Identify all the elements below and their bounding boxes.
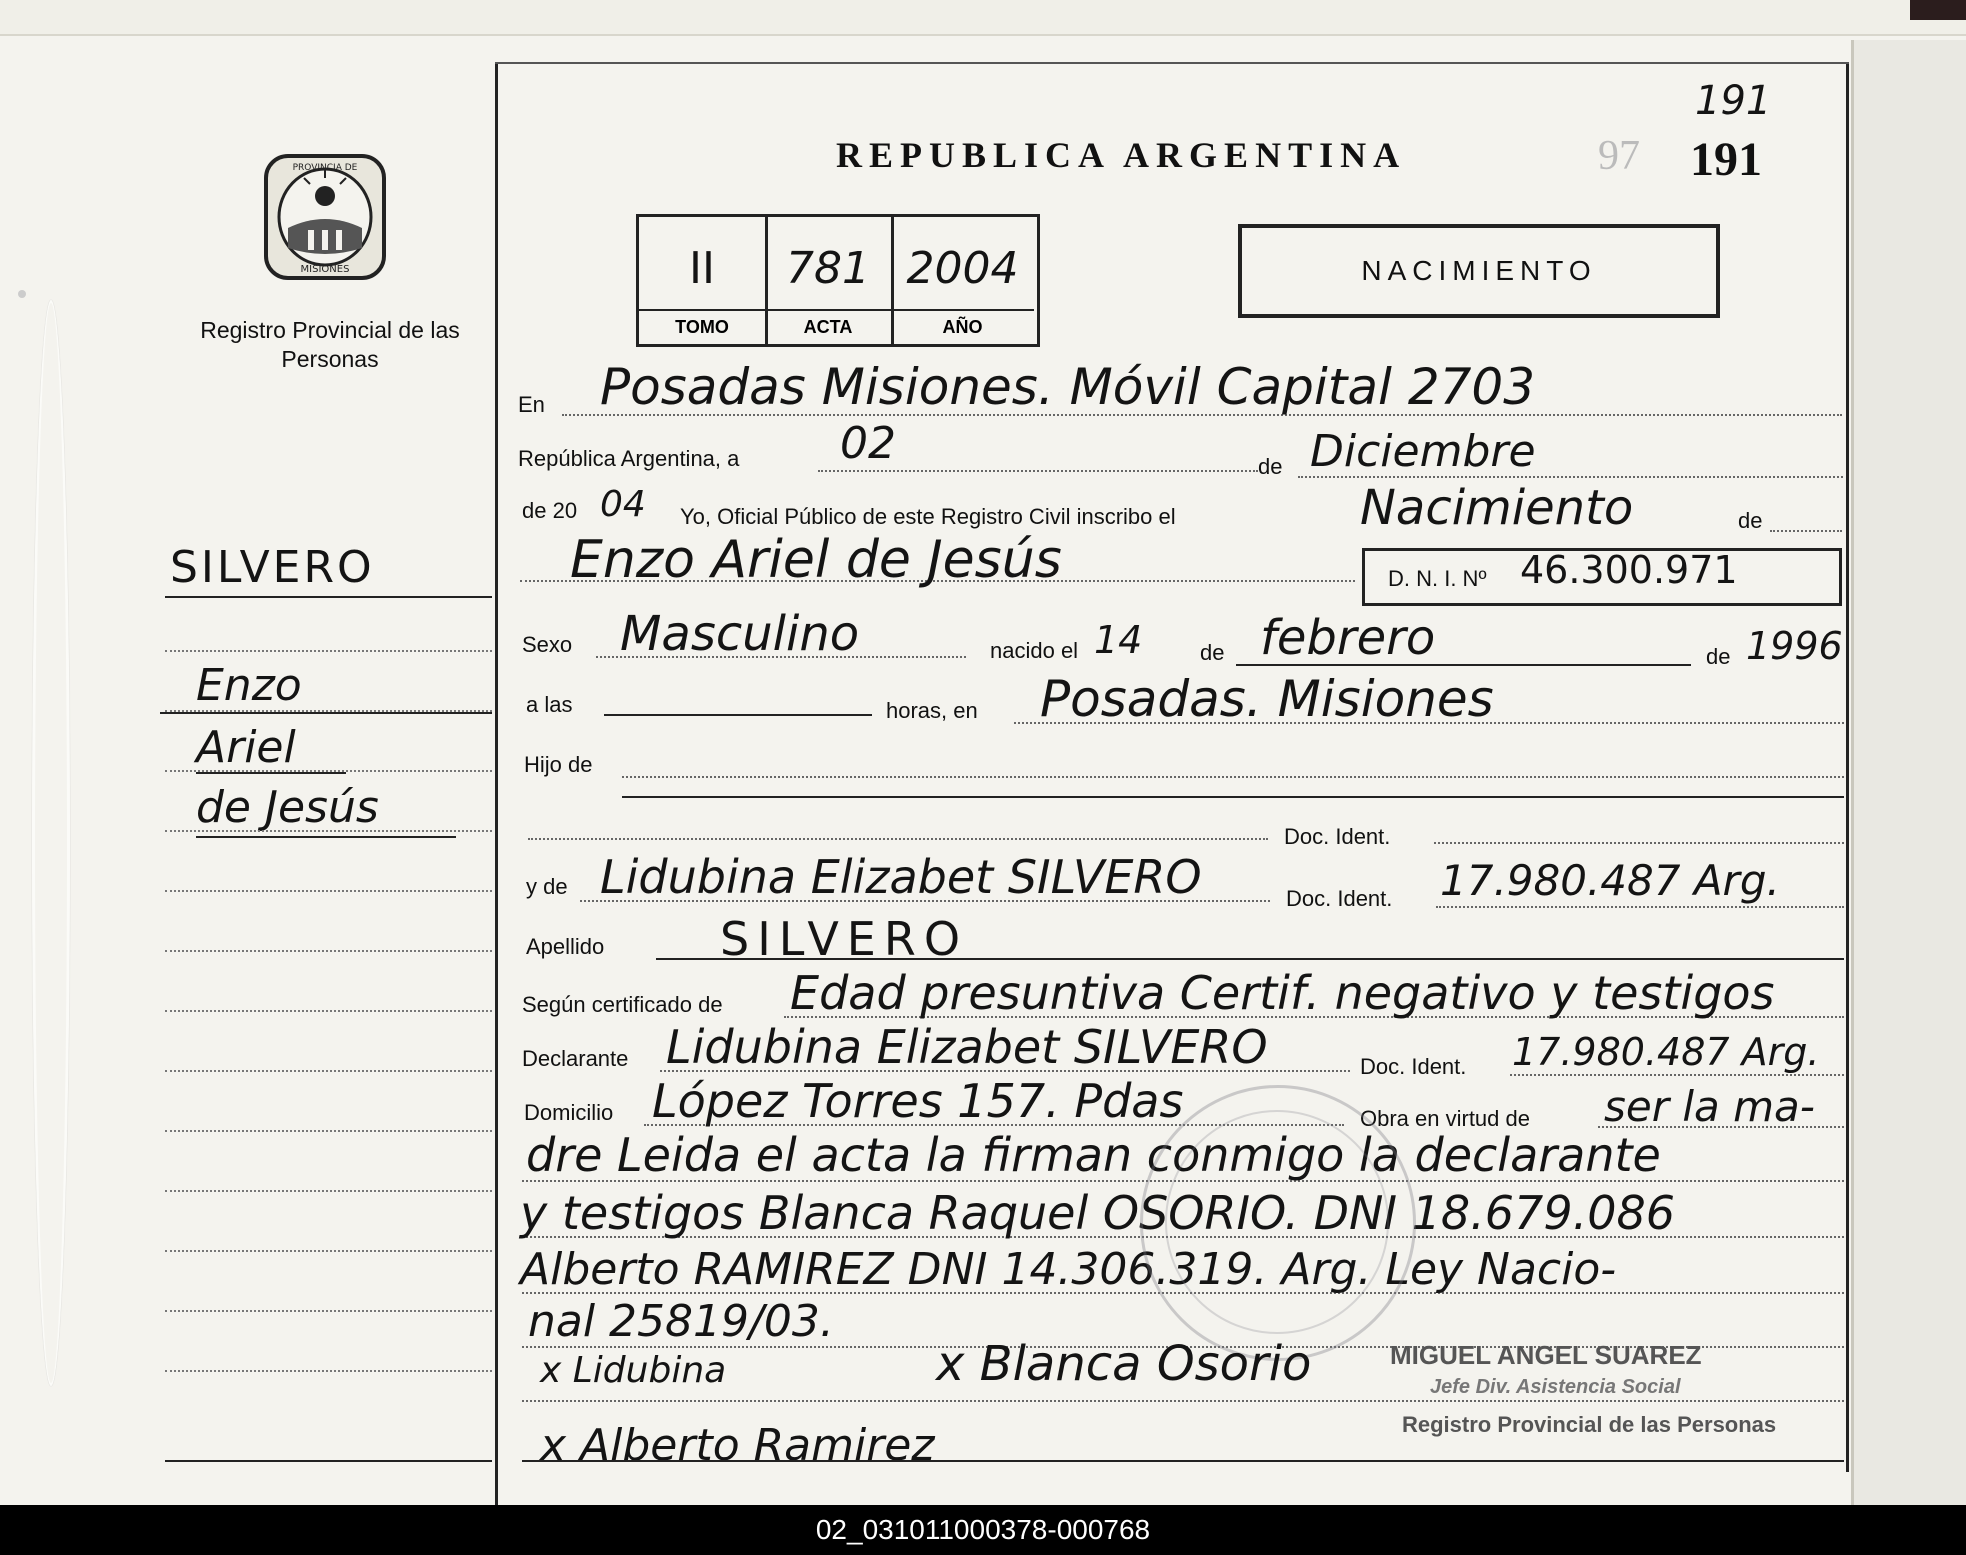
anio-value: 2004: [906, 243, 1019, 294]
official-role: Jefe Div. Asistencia Social: [1430, 1376, 1681, 1398]
sexo-label: Sexo: [522, 632, 573, 657]
registry-name: Registro Provincial de las Personas: [200, 317, 460, 372]
obra-line-5: nal 25819/03.: [528, 1296, 834, 1347]
stub-line: [165, 950, 492, 952]
line: [1434, 842, 1844, 844]
year-prefix-label: de 20: [522, 498, 578, 523]
birth-day: 14: [1094, 618, 1143, 662]
province-seal-icon: [258, 148, 392, 286]
horas-label: horas, en: [886, 698, 978, 723]
tomo-acta-anio-box: [636, 214, 1040, 347]
stub-bottom-rule: [165, 1460, 492, 1462]
de-label-4: de: [1706, 644, 1731, 669]
declarante-doc: 17.980.487 Arg.: [1512, 1030, 1820, 1074]
footer-code: 02_031011000378-000768: [0, 1505, 1966, 1555]
folio-handwritten: 191: [1695, 78, 1772, 124]
bottom-rule: [522, 1460, 1844, 1462]
dni-value: 46.300.971: [1520, 548, 1738, 592]
nacido-label: nacido el: [990, 638, 1079, 663]
year-suffix: 04: [600, 484, 646, 525]
stub-line: [165, 1010, 492, 1012]
stub-line: [165, 710, 492, 712]
domicilio-label: Domicilio: [524, 1100, 614, 1125]
de-label-2: de: [1738, 508, 1763, 533]
certificado-value: Edad presuntiva Certif. negativo y testigos: [790, 966, 1775, 1020]
act-name: Nacimiento: [1360, 480, 1634, 536]
obra-line-1: ser la ma-: [1604, 1082, 1815, 1131]
obra-line-3: y testigos Blanca Raquel OSORIO. DNI 18.679.086: [520, 1186, 1676, 1240]
act-type-box: NACIMIENTO: [1238, 224, 1720, 318]
stub-name-3: de Jesús: [196, 782, 379, 833]
mother-name: Lidubina Elizabet SILVERO: [600, 850, 1202, 904]
stub-line: [165, 650, 492, 652]
tomo-cell: [639, 217, 768, 344]
birth-year: 1996: [1746, 624, 1843, 668]
stub-line: [165, 1190, 492, 1192]
line: [1436, 906, 1844, 908]
line: [818, 470, 1258, 472]
signature-declarante: x Lidubina: [540, 1350, 727, 1391]
en-label: En: [518, 392, 545, 417]
day-value: 02: [840, 418, 896, 469]
official-stamp-inner: [1165, 1110, 1389, 1334]
acta-cell: [765, 217, 894, 344]
line: [1510, 1074, 1844, 1076]
apellido-value: SILVERO: [720, 912, 969, 966]
birth-month: febrero: [1260, 610, 1436, 666]
domicilio-value: López Torres 157. Pdas: [652, 1074, 1184, 1128]
stub-name-1: Enzo: [196, 660, 302, 711]
hijo-label: Hijo de: [524, 752, 593, 777]
mother-doc: 17.980.487 Arg.: [1440, 856, 1780, 905]
line: [604, 714, 872, 716]
corner-shadow: [1910, 0, 1966, 20]
obra-line-2: dre Leida el acta la firman conmigo la declarante: [526, 1128, 1661, 1182]
doc-ident-label: Doc. Ident.: [1284, 824, 1391, 849]
child-name: Enzo Ariel de Jesús: [570, 530, 1062, 590]
obra-label: Obra en virtud de: [1360, 1106, 1530, 1131]
a-las-label: a las: [526, 692, 573, 717]
right-border: [1846, 62, 1849, 1472]
stub-line: [165, 1250, 492, 1252]
line: [622, 776, 1844, 778]
dni-label: D. N. I. Nº: [1388, 566, 1487, 591]
top-border: [495, 62, 1849, 64]
stub-line: [165, 770, 492, 772]
binding-knot: [18, 290, 26, 298]
signature-witness-1: x Blanca Osorio: [936, 1336, 1312, 1392]
y-de-label: y de: [526, 874, 568, 899]
republica-label: República Argentina, a: [518, 446, 740, 471]
line: [528, 838, 1268, 840]
stub-rule: [160, 712, 492, 714]
stub-line: [165, 890, 492, 892]
page-edge: [1851, 40, 1966, 1505]
folio-number: 191: [1690, 133, 1762, 186]
stub-rule: [196, 772, 346, 774]
apellido-label: Apellido: [526, 934, 605, 959]
obra-line-4: Alberto RAMIREZ DNI 14.306.319. Arg. Ley Nacio-: [520, 1244, 1617, 1295]
de-label-3: de: [1200, 640, 1225, 665]
declarante-value: Lidubina Elizabet SILVERO: [666, 1020, 1268, 1074]
stub-surname: SILVERO: [170, 542, 375, 593]
de-label: de: [1258, 454, 1283, 479]
birth-place: Posadas. Misiones: [1040, 670, 1494, 728]
seal-text-bottom: MISIONES: [300, 264, 350, 275]
stub-line: [165, 1070, 492, 1072]
stub-divider: [495, 62, 498, 1505]
top-edge: [0, 0, 1966, 36]
inscribo-text: Yo, Oficial Público de este Registro Civil inscribo el: [680, 504, 1176, 529]
doc-ident-label-3: Doc. Ident.: [1360, 1054, 1467, 1079]
stub-rule: [165, 596, 492, 598]
signature-witness-2: x Alberto Ramirez: [540, 1420, 935, 1471]
place-value: Posadas Misiones. Móvil Capital 2703: [600, 358, 1536, 416]
binding-string: [32, 300, 70, 1386]
stub-line: [165, 1310, 492, 1312]
acta-value: 781: [786, 243, 870, 294]
line: [1770, 530, 1842, 532]
stub-line: [165, 1130, 492, 1132]
official-name: MIGUEL ANGEL SUAREZ: [1390, 1340, 1702, 1370]
folio-faint: 97: [1598, 133, 1640, 179]
tomo-value: II: [689, 243, 715, 294]
country-title: REPUBLICA ARGENTINA: [836, 135, 1407, 175]
line: [622, 796, 1844, 798]
segun-label: Según certificado de: [522, 992, 723, 1017]
stub-name-2: Ariel: [196, 722, 296, 773]
line: [522, 1400, 1844, 1402]
sexo-value: Masculino: [620, 606, 860, 662]
stub-line: [165, 1370, 492, 1372]
stub-line: [165, 830, 492, 832]
anio-cell: [891, 217, 1034, 344]
acta-label: ACTA: [765, 309, 891, 338]
anio-label: AÑO: [891, 309, 1034, 338]
declarante-label: Declarante: [522, 1046, 629, 1071]
tomo-label: TOMO: [639, 309, 765, 338]
seal-text-top: PROVINCIA DE: [292, 163, 358, 173]
month-value: Diciembre: [1310, 426, 1536, 477]
doc-ident-label-2: Doc. Ident.: [1286, 886, 1393, 911]
stub-rule: [196, 836, 456, 838]
official-registry: Registro Provincial de las Personas: [1402, 1412, 1777, 1437]
